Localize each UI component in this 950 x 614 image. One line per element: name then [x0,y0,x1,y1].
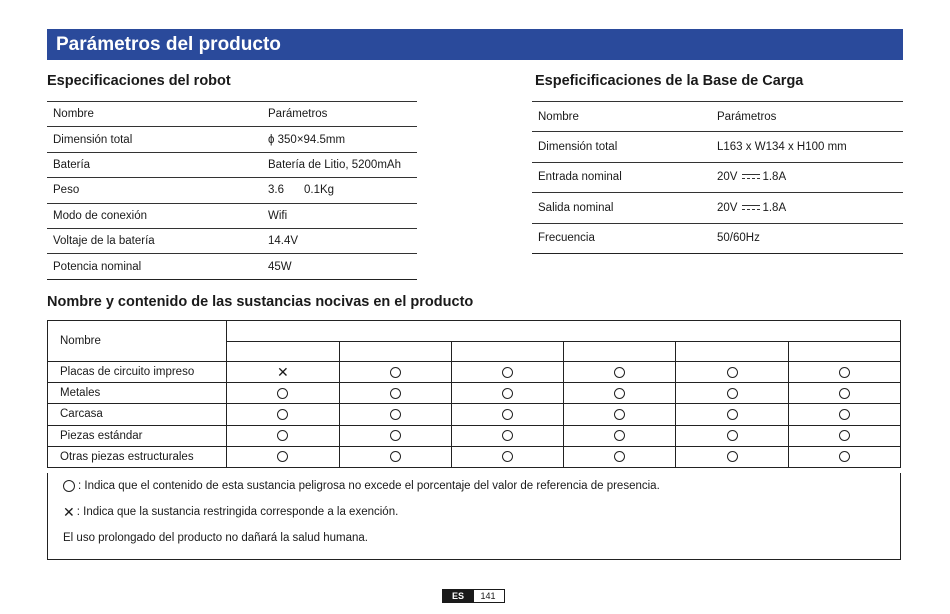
part-name: Piezas estándar [48,425,227,446]
hazard-table [47,320,901,468]
circle-icon [63,480,75,492]
table-row [532,132,903,162]
table-row [47,203,417,228]
circle-icon [614,367,625,378]
spec-value [711,193,903,223]
legend-cross-line [63,505,398,519]
part-name: Otras piezas estructurales [48,446,227,467]
circle-icon [727,451,738,462]
spec-label: Nombre [532,102,711,132]
substance-cell [564,446,676,467]
substance-cell [227,362,339,383]
substance-cell [451,362,563,383]
circle-icon [277,451,288,462]
table-row [48,446,901,467]
substance-cell [227,383,339,404]
spec-label: Nombre [47,102,262,127]
substance-cell [788,383,900,404]
page-footer [442,589,505,602]
table-row [48,362,901,383]
robot-specs-table [47,101,417,280]
table-header-row [48,321,901,342]
substance-cell [451,383,563,404]
spec-value: Parámetros [262,102,417,127]
circle-icon [502,430,513,441]
circle-icon [390,388,401,399]
part-name: Placas de circuito impreso [48,362,227,383]
circle-icon [614,430,625,441]
circle-icon [839,388,850,399]
substances-header [227,321,901,342]
circle-icon [614,409,625,420]
language-badge: ES [442,589,474,603]
table-row [532,162,903,192]
spec-label: Dimensión total [532,132,711,162]
table-row [47,127,417,152]
substance-cell [676,383,788,404]
spec-label: Entrada nominal [532,162,711,192]
weight-value: 3.6 [268,184,284,197]
circle-icon [839,430,850,441]
circle-icon [614,451,625,462]
table-row [47,254,417,279]
table-row [532,193,903,223]
substance-cell [788,362,900,383]
substance-cell [451,404,563,425]
substance-cell [564,362,676,383]
circle-icon [727,367,738,378]
legend-circle-line [63,480,660,492]
table-row [48,404,901,425]
substance-cell [227,446,339,467]
output-current: 1.8A [762,201,787,214]
page-title-banner: Parámetros del producto [47,29,903,60]
name-header: Nombre [48,321,227,362]
substance-cell [339,404,451,425]
hazard-legend [47,473,901,560]
part-name: Carcasa [48,404,227,425]
substance-cell [227,425,339,446]
substance-cell [451,446,563,467]
part-name: Metales [48,383,227,404]
hazard-heading: Nombre y contenido de las sustancias nocivas en el producto [47,294,474,310]
spec-value: ϕ 350×94.5mm [262,127,417,152]
substance-cell [676,404,788,425]
spec-value: Batería de Litio, 5200mAh [262,152,417,177]
substance-header-cell [676,342,788,362]
spec-label: Dimensión total [47,127,262,152]
table-row [47,178,417,203]
spec-value: L163 x W134 x H100 mm [711,132,903,162]
spec-label: Salida nominal [532,193,711,223]
dc-symbol-icon [742,204,760,212]
substance-cell [227,404,339,425]
circle-icon [839,451,850,462]
circle-icon [390,367,401,378]
substance-cell [564,425,676,446]
spec-label: Batería [47,152,262,177]
spec-value: 14.4V [262,228,417,253]
substance-cell [564,404,676,425]
circle-icon [839,367,850,378]
cross-icon: ✕ [63,504,75,520]
circle-icon [727,430,738,441]
circle-icon [727,409,738,420]
input-current: 1.8A [762,171,787,184]
substance-cell [339,425,451,446]
table-row [48,383,901,404]
substance-cell [788,404,900,425]
substance-cell [339,383,451,404]
substance-cell [788,425,900,446]
circle-icon [277,388,288,399]
substance-cell [676,446,788,467]
circle-icon [390,451,401,462]
spec-label: Voltaje de la batería [47,228,262,253]
circle-icon [390,430,401,441]
substance-cell [676,362,788,383]
substance-header-cell [339,342,451,362]
spec-label: Frecuencia [532,223,711,253]
spec-label: Potencia nominal [47,254,262,279]
input-voltage: 20V [717,171,738,184]
substance-cell [339,362,451,383]
spec-label: Peso [47,178,262,203]
circle-icon [614,388,625,399]
base-specs-table [532,101,903,254]
substance-header-cell [788,342,900,362]
weight-tolerance: 0.1Kg [304,184,335,197]
spec-value: Wifi [262,203,417,228]
circle-icon [502,388,513,399]
output-voltage: 20V [717,201,738,214]
spec-label: Modo de conexión [47,203,262,228]
base-specs-heading: Espeficificaciones de la Base de Carga [535,73,804,89]
table-row [532,223,903,253]
circle-icon [390,409,401,420]
legend-circle-text: : Indica que el contenido de esta sustancia peligrosa no excede el porcentaje del valor de referencia de presencia. [78,480,660,493]
circle-icon [502,409,513,420]
substance-cell [339,446,451,467]
spec-value: Parámetros [711,102,903,132]
substance-cell [788,446,900,467]
page-number: 141 [471,589,505,603]
legend-cross-text: : Indica que la sustancia restringida corresponde a la exención. [76,506,399,519]
health-note: El uso prolongado del producto no dañará la salud humana. [63,532,368,544]
substance-header-cell [564,342,676,362]
robot-specs-heading: Especificaciones del robot [47,73,231,89]
substance-cell [564,383,676,404]
substance-header-cell [227,342,339,362]
spec-value [711,162,903,192]
table-row [47,152,417,177]
spec-value: 45W [262,254,417,279]
table-row [48,425,901,446]
substance-cell [451,425,563,446]
circle-icon [502,367,513,378]
spec-value [262,178,417,203]
cross-icon: ✕ [277,364,289,381]
substance-header-cell [451,342,563,362]
circle-icon [502,451,513,462]
table-row [47,228,417,253]
table-row [532,102,903,132]
circle-icon [839,409,850,420]
dc-symbol-icon [742,173,760,181]
circle-icon [277,409,288,420]
spec-value: 50/60Hz [711,223,903,253]
circle-icon [277,430,288,441]
circle-icon [727,388,738,399]
substance-cell [676,425,788,446]
table-row [47,102,417,127]
